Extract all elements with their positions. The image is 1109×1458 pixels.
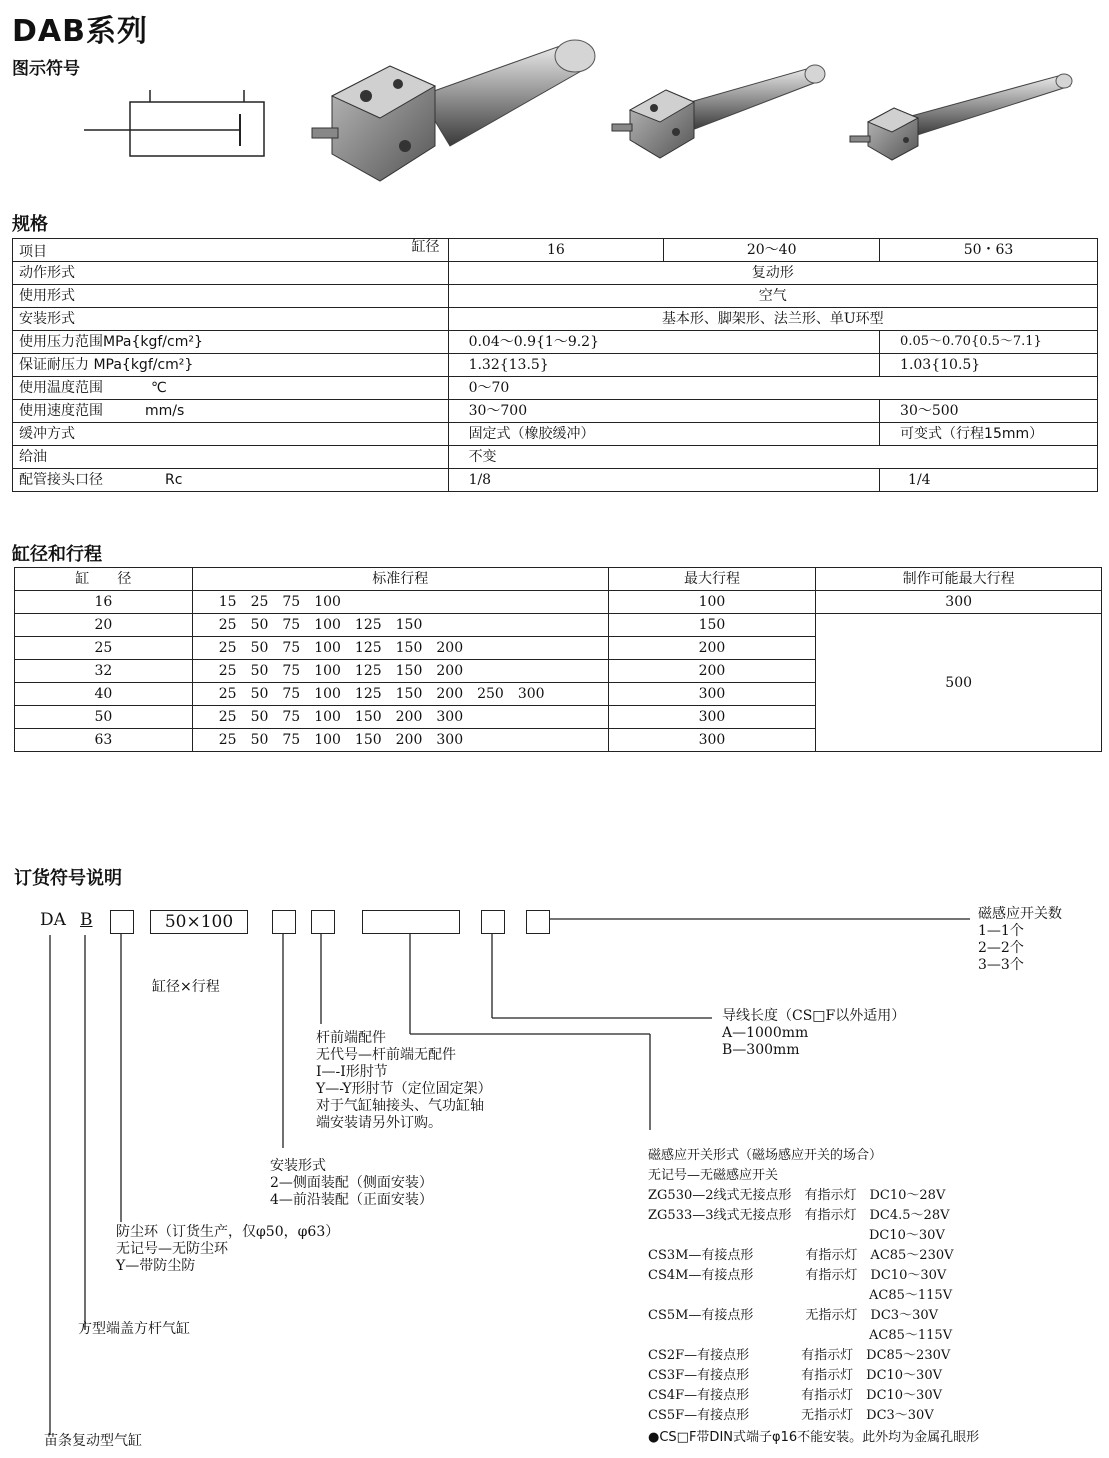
wire-length-code-box <box>481 910 505 934</box>
seedling-note: 苗条复动型气缸 <box>44 1433 142 1449</box>
code-b: B <box>80 910 93 930</box>
std-cell: 15 25 75 100 <box>192 591 608 614</box>
square-note: 方型端盖方杆气缸 <box>78 1321 190 1337</box>
row-label: 动作形式 <box>13 262 449 285</box>
switch-count-note: 磁感应开关数 1—1个 2—2个 3—3个 <box>978 906 1062 973</box>
row-label: 使用压力范围MPa{kgf/cm²} <box>13 331 449 354</box>
header-standard: 标准行程 <box>192 568 608 591</box>
row-value-a: 1/8 <box>448 469 879 492</box>
switch-count-code-box <box>526 910 550 934</box>
max-cell: 150 <box>608 614 816 637</box>
row-unit: ℃ <box>151 380 167 396</box>
row-label: 配管接头口径 <box>19 472 103 488</box>
max-cell: 300 <box>608 706 816 729</box>
possible-merged-cell: 500 <box>816 614 1102 752</box>
page-title: DAB系列 <box>12 14 148 49</box>
row-value-b: 1.03{10.5} <box>880 354 1098 377</box>
row-value-a: 0～70 <box>448 377 1097 400</box>
bore-cell: 40 <box>15 683 193 706</box>
std-cell: 25 50 75 100 150 200 300 <box>192 729 608 752</box>
row-label: 给油 <box>13 446 449 469</box>
bore-cell: 63 <box>15 729 193 752</box>
max-cell: 300 <box>608 729 816 752</box>
row-label: 使用形式 <box>13 285 449 308</box>
row-value-b: 0.05～0.70{0.5～7.1} <box>880 331 1098 354</box>
row-value-b: 1/4 <box>880 469 1098 492</box>
max-cell: 300 <box>608 683 816 706</box>
max-cell: 100 <box>608 591 816 614</box>
col-20-40: 20～40 <box>664 239 880 262</box>
mounting-note: 安装形式 2—侧面装配（侧面安装） 4—前沿装配（正面安装） <box>270 1158 433 1208</box>
row-value-a: 固定式（橡胶缓冲） <box>448 423 879 446</box>
wire-length-note: 导线长度（CS□F以外适用） A—1000mm B—300mm <box>722 1008 906 1058</box>
std-cell: 25 50 75 100 125 150 200 <box>192 660 608 683</box>
dust-code-box <box>110 910 134 934</box>
row-value-a: 不变 <box>448 446 1097 469</box>
row-label: 缓冲方式 <box>13 423 449 446</box>
max-cell: 200 <box>608 660 816 683</box>
std-cell: 25 50 75 100 150 200 300 <box>192 706 608 729</box>
std-cell: 25 50 75 100 125 150 200 250 300 <box>192 683 608 706</box>
row-value: 基本形、脚架形、法兰形、单U环型 <box>448 308 1097 331</box>
item-label: 项目 <box>19 244 47 260</box>
row-unit: Rc <box>165 472 183 488</box>
footnote: ●CS□F带DIN式端子φ16不能安装。此外均为金属孔眼形 <box>648 1430 980 1445</box>
switch-type-code-box <box>362 910 460 934</box>
row-label: 保证耐压力 MPa{kgf/cm²} <box>13 354 449 377</box>
row-value-a: 30～700 <box>448 400 879 423</box>
code-da: DA <box>40 910 66 930</box>
stroke-heading: 缸径和行程 <box>12 544 102 565</box>
std-cell: 25 50 75 100 125 150 200 <box>192 637 608 660</box>
row-value-a: 1.32{13.5} <box>448 354 879 377</box>
symbol-label: 图示符号 <box>12 59 80 79</box>
size-code-box: 50×100 <box>150 910 248 934</box>
header-bore: 缸 径 <box>15 568 193 591</box>
row-label: 使用速度范围 <box>19 403 103 419</box>
bore-cell: 32 <box>15 660 193 683</box>
row-label: 使用温度范围 <box>19 380 103 396</box>
spec-heading: 规格 <box>12 214 48 235</box>
bore-cell: 20 <box>15 614 193 637</box>
bore-label: 缸径 <box>411 239 440 255</box>
row-value-a: 0.04～0.9{1～9.2} <box>448 331 879 354</box>
header-possible: 制作可能最大行程 <box>816 568 1102 591</box>
std-cell: 25 50 75 100 125 150 <box>192 614 608 637</box>
row-value-b: 可变式（行程15mm） <box>880 423 1098 446</box>
row-value-b: 30～500 <box>880 400 1098 423</box>
col-16: 16 <box>448 239 664 262</box>
mounting-code-box <box>272 910 296 934</box>
col-50-63: 50・63 <box>880 239 1098 262</box>
dust-note: 防尘环（订货生产，仅φ50，φ63） 无记号—无防尘环 Y—带防尘防 <box>116 1224 340 1274</box>
bore-cell: 25 <box>15 637 193 660</box>
switch-type-note: 磁感应开关形式（磁场感应开关的场合） 无记号—无磁感应开关 ZG530—2线式无接点形 有指示灯 DC10～28V ZG533—3线式无接点形 有指示灯 DC4.5～28V DC10～30V CS3M—有接点形 有指示灯 AC85～230V CS4M—有接点形 有指示灯 DC10～30V AC85～115V CS5M—有接点形 无指示灯 DC3～30V AC85～115V CS2F—有接点形 有指示灯 DC85～230V CS3F—有接点形 有指示灯 DC10～30V CS4F—有接点形 有指示灯 DC10～30V CS5F—有接点形 无指示灯 DC3～30V <box>648 1148 954 1423</box>
header-max: 最大行程 <box>608 568 816 591</box>
possible-cell: 300 <box>816 591 1102 614</box>
row-value: 空气 <box>448 285 1097 308</box>
bore-cell: 16 <box>15 591 193 614</box>
row-label: 安装形式 <box>13 308 449 331</box>
max-cell: 200 <box>608 637 816 660</box>
row-value: 复动形 <box>448 262 1097 285</box>
rod-end-note: 杆前端配件 无代号—杆前端无配件 I—-I形肘节 Y—-Y形肘节（定位固定架） 对于气缸轴接头、气功缸轴 端安装请另外订购。 <box>316 1030 492 1131</box>
order-heading: 订货符号说明 <box>14 868 122 889</box>
size-label: 缸径×行程 <box>152 979 220 995</box>
bore-cell: 50 <box>15 706 193 729</box>
row-unit: mm/s <box>145 403 185 419</box>
rod-end-code-box <box>311 910 335 934</box>
